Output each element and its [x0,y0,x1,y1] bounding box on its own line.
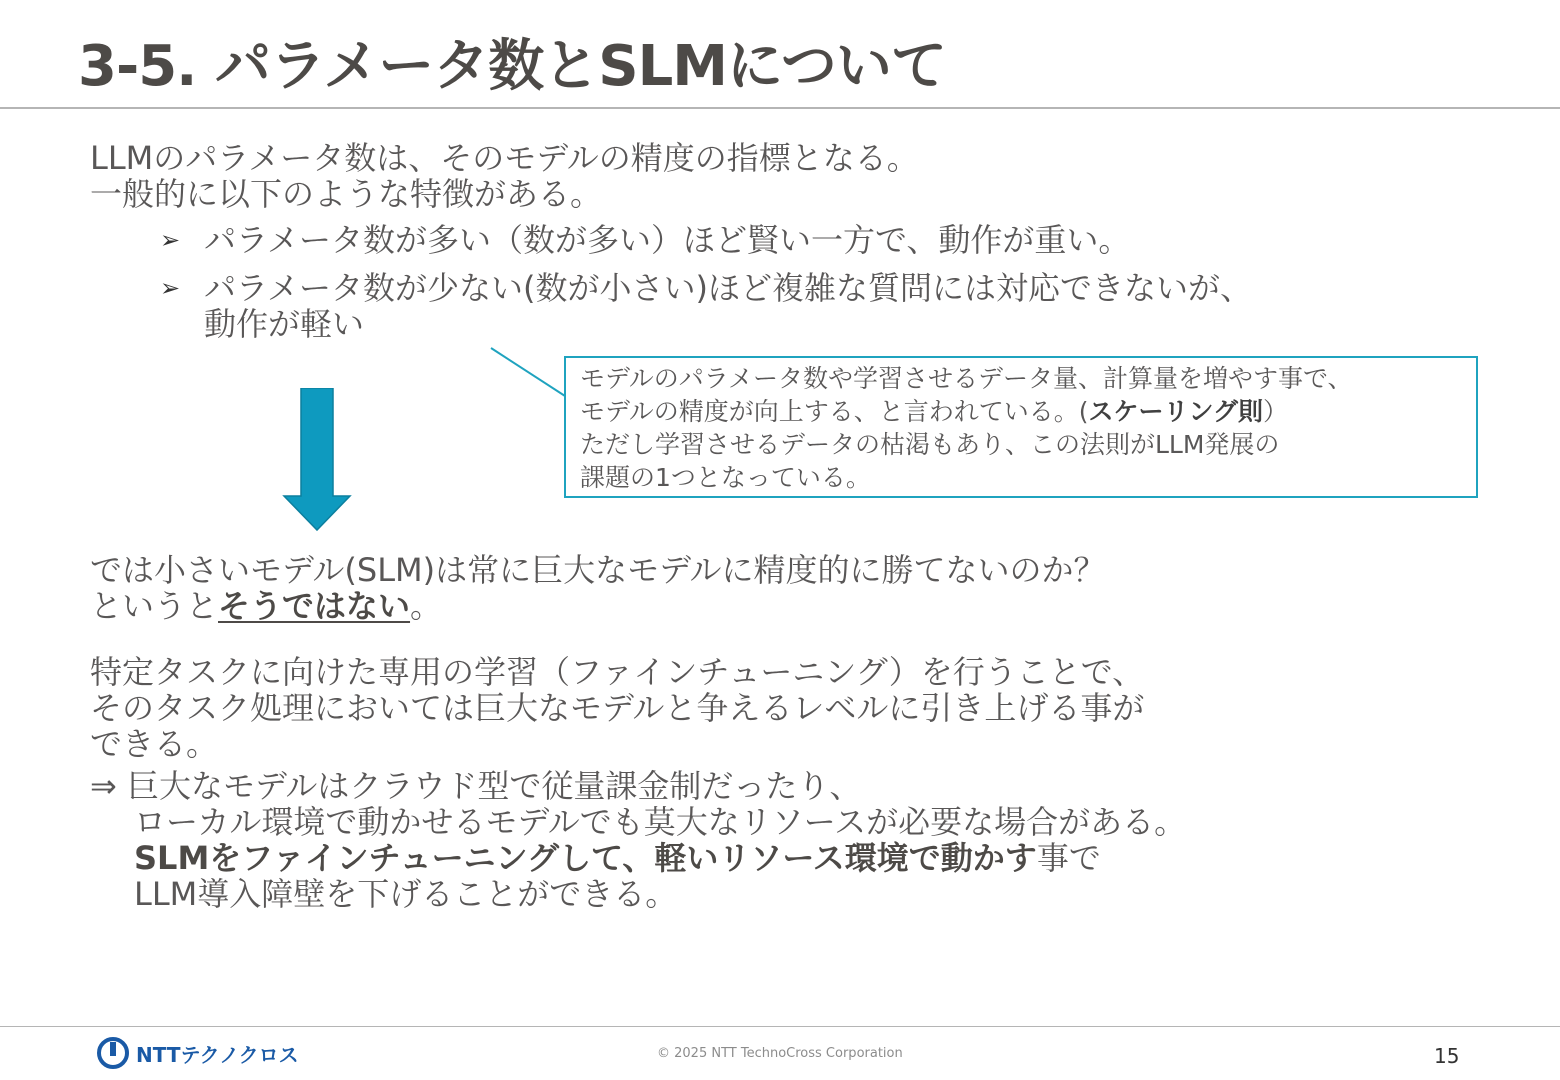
scaling-law-term: スケーリング則 [1088,397,1264,426]
callout-line-4: 課題の1つとなっている。 [580,463,871,492]
conclusion-paragraph [90,768,1186,912]
finetune-line-3: できる。 [90,725,219,763]
finetune-line-1: 特定タスクに向けた専用の学習（ファインチューニング）を行うことで、 [90,653,1145,691]
question-line-1: では小さいモデル(SLM)は常に巨大なモデルに精度的に勝てないのか？ [90,551,1106,589]
intro-line-1: LLMのパラメータ数は、そのモデルの精度の指標となる。 [90,139,919,177]
question-text: 。 [410,587,443,625]
bullet-arrow-icon: ➢ [160,226,181,254]
footer-divider [0,1026,1560,1027]
slide-title: 3-5. パラメータ数とSLMについて [78,34,946,99]
callout-text: ） [1263,397,1289,426]
intro-line-2: 一般的に以下のような特徴がある。 [90,175,603,213]
conclusion-text: 事で [1036,839,1101,877]
bullet-text-line-1: パラメータ数が少ない(数が小さい)ほど複雑な質問には対応できないが、 [204,269,1253,307]
copyright: © 2025 NTT TechnoCross Corporation [657,1046,903,1061]
slm-question [90,552,1106,624]
logo-text: NTTテクノクロス [136,1042,299,1067]
down-arrow-icon [282,388,352,532]
ntt-logo-icon [96,1036,130,1070]
conclusion-emphasis: SLMをファインチューニングして、軽いリソース環境で動かす [134,839,1037,877]
finetune-line-2: そのタスク処理においては巨大なモデルと争えるレベルに引き上げる事が [90,689,1145,727]
conclusion-line-3 [90,840,1186,876]
callout-line-2 [580,395,1462,428]
finetune-paragraph [90,654,1144,762]
bullet-arrow-icon: ➢ [160,274,181,302]
company-logo [96,1036,299,1070]
question-line-2 [90,588,1106,624]
callout-text: モデルの精度が向上する、と言われている。( [580,397,1089,426]
bullet-text: パラメータ数が多い（数が多い）ほど賢い一方で、動作が重い。 [204,221,1131,259]
emphasis-answer: そうではない [218,587,411,625]
question-text: というと [90,587,219,625]
bullet-text-line-2: 動作が軽い [204,305,365,343]
callout-line-1: モデルのパラメータ数や学習させるデータ量、計算量を増やす事で、 [580,364,1353,393]
scaling-law-callout [564,356,1478,498]
callout-line-3: ただし学習させるデータの枯渇もあり、この法則がLLM発展の [580,430,1280,459]
conclusion-line-2: ローカル環境で動かせるモデルでも莫大なリソースが必要な場合がある。 [134,803,1187,841]
conclusion-line-4: LLM導入障壁を下げることができる。 [134,875,678,913]
page-number: 15 [1434,1044,1460,1068]
conclusion-line-1: ⇒ 巨大なモデルはクラウド型で従量課金制だったり、 [90,767,862,805]
